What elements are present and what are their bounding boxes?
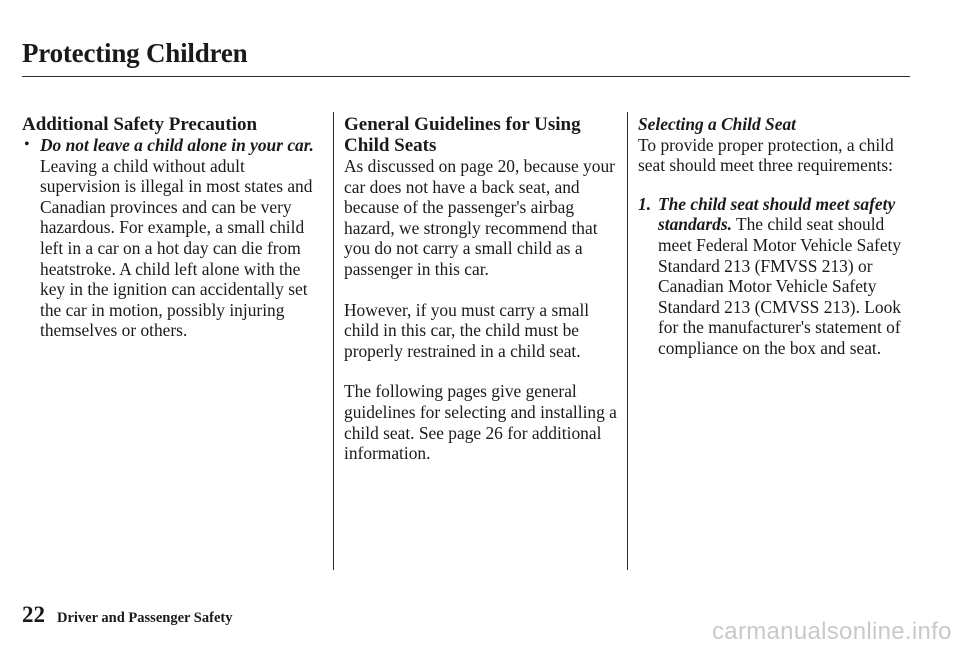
bullet-text — [40, 135, 322, 341]
paragraph: The following pages give general guidelines for selecting and installing a child seat. See page 26 for additional information. — [344, 381, 617, 464]
paragraph: As discussed on page 20, because your car does not have a back seat, and because of the passenger's airbag hazard, we strongly recommend that you do not carry a small child as a passenger in this car. — [344, 156, 615, 279]
bullet-lead: Do not leave a child alone in your car. — [40, 135, 314, 155]
column-selecting-child-seat — [638, 114, 913, 359]
item-number: 1. — [638, 193, 652, 214]
section-heading-additional-safety: Additional Safety Precaution — [22, 114, 258, 135]
paragraph: However, if you must carry a small child in this car, the child must be properly restrained in a child seat. — [344, 299, 590, 361]
footer-section-name: Driver and Passenger Safety — [57, 610, 233, 626]
header-rule — [22, 76, 910, 77]
page-footer — [22, 602, 232, 628]
bullet-icon: • — [24, 136, 30, 153]
column-divider — [333, 112, 334, 570]
subheading-selecting-child-seat: Selecting a Child Seat — [638, 114, 796, 134]
page-title: Protecting Children — [22, 38, 248, 68]
numbered-item — [638, 194, 913, 359]
bullet-item — [22, 135, 322, 341]
column-divider — [627, 112, 628, 570]
paragraph: To provide proper protection, a child seat should meet three requirements: — [638, 134, 894, 176]
watermark: carmanualsonline.info — [712, 618, 952, 645]
column-general-guidelines — [344, 114, 619, 464]
item-lead: The child seat should meet safety standards. — [658, 193, 896, 235]
item-body-text: The child seat should meet Federal Motor Vehicle Safety Standard 213 (FMVSS 213) or Canadian Motor Vehicle Safety Standard 213 (CMVSS 213). Look for the manufacturer's statement of compliance on the box and seat. — [658, 214, 902, 358]
page-number: 22 — [22, 602, 45, 627]
bullet-body-text: Leaving a child without adult supervision is illegal in most states and Canadian provinces and can be very hazardous. For example, a small child left in a car on a hot day can die from heatstroke. A child left alone with the key in the ignition can accidentally set the car in motion, possibly injuring themselves or others. — [40, 155, 313, 341]
item-text — [658, 194, 913, 359]
column-additional-safety — [22, 114, 322, 341]
section-heading-general-guidelines: General Guidelines for Using Child Seats — [344, 114, 581, 156]
